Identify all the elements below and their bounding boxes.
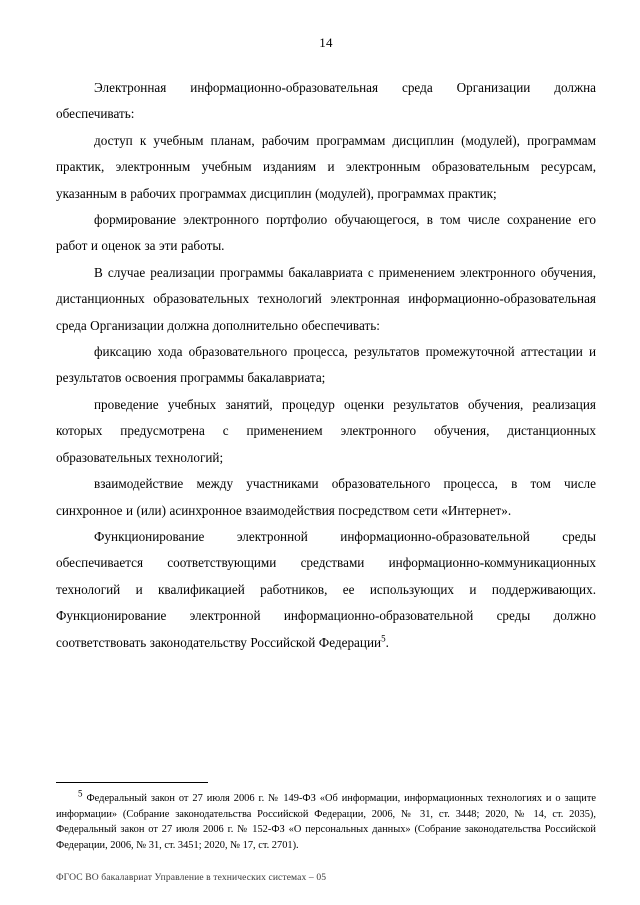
footnote-area [56,782,596,853]
paragraph: проведение учебных занятий, процедур оценки результатов обучения, реализация которых предусмотрена с применением электронного обучения, дистанционных образовательных технологий; [56,396,596,465]
paragraph-text-end: . [385,634,389,650]
page-number: 14 [319,35,333,50]
paragraph: формирование электронного портфолио обучающегося, в том числе сохранение его работ и оценок за эти работы. [56,212,596,254]
footnote-text: Федеральный закон от 27 июля 2006 г. № 149-ФЗ «Об информации, информационных технологиях и о защите информации» (Собрание законодательства Российской Федерации, 2006, № 31, ст. 3448; 2020, № 14, ст. 2035), Федеральный закон от 27 июля 2006 г. № 152-ФЗ «О персональных данных» (Собрание законодательства Российской Федерации, 2006, № 31, ст. 3451; 2020, № 17, ст. 2701). [56,793,596,851]
footnote-separator-rule [56,782,208,783]
footnote [56,788,596,853]
page-footer: ФГОС ВО бакалавриат Управление в технических системах – 05 [56,872,327,883]
paragraph-with-footnote-ref [56,524,596,656]
paragraph: фиксацию хода образовательного процесса, результатов промежуточной аттестации и результатов освоения программы бакалавриата; [56,344,596,386]
paragraph: Электронная информационно-образовательная среда Организации должна обеспечивать: [56,80,596,122]
footnote-marker: 5 [78,788,83,799]
paragraph: доступ к учебным планам, рабочим программам дисциплин (модулей), программам практик, электронным учебным изданиям и электронным образовательным ресурсам, указанным в рабочих программах дисциплин (модулей), программах практик; [56,132,596,201]
document-body [56,75,596,656]
paragraph: взаимодействие между участниками образовательного процесса, в том числе синхронное и (или) асинхронное взаимодействия посредством сети «Интернет». [56,476,596,518]
footnote-reference-marker: 5 [381,633,386,644]
paragraph-text: Функционирование электронной информационно-образовательной среды обеспечивается соответствующими средствами информационно-коммуникационных технологий и квалификацией работников, ее использующих и поддерживающих. Функционирование электронной информационно-образовательной среды должно соответствовать законодательству Российской Федерации [56,528,596,650]
paragraph: В случае реализации программы бакалавриата с применением электронного обучения, дистанционных образовательных технологий электронная информационно-образовательная среда Организации должна дополнительно обеспечивать: [56,264,596,333]
